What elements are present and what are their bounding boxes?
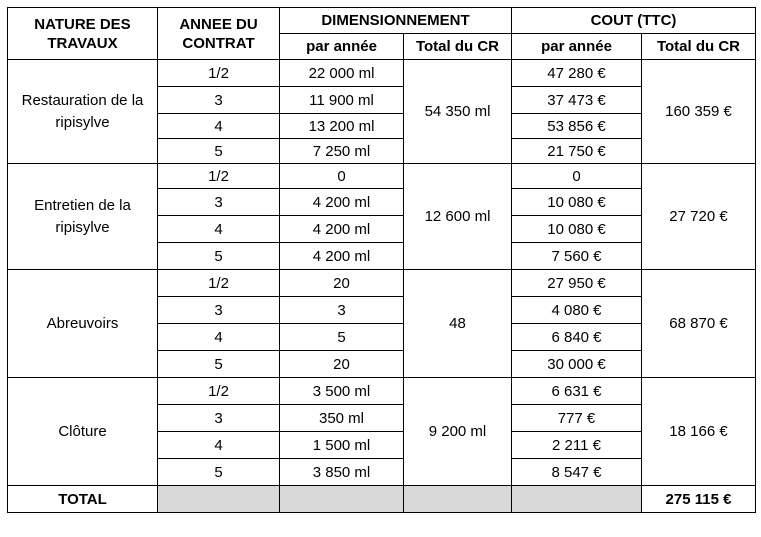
cell-cout: 53 856 € — [512, 114, 642, 139]
cell-cout: 6 840 € — [512, 324, 642, 351]
cell-dim: 5 — [280, 324, 404, 351]
cell-annee: 3 — [158, 87, 280, 114]
cell-dim-total: 54 350 ml — [404, 60, 512, 164]
cell-annee: 4 — [158, 324, 280, 351]
cell-dim: 1 500 ml — [280, 432, 404, 459]
cell-cout-total: 68 870 € — [642, 270, 756, 378]
cell-annee: 3 — [158, 189, 280, 216]
total-row — [8, 486, 756, 513]
cell-cout: 30 000 € — [512, 351, 642, 378]
cell-annee: 1/2 — [158, 164, 280, 189]
cell-annee: 3 — [158, 297, 280, 324]
group-label: Entretien de la ripisylve — [8, 164, 158, 270]
header-cout: COUT (TTC) — [512, 8, 756, 34]
cell-dim: 22 000 ml — [280, 60, 404, 87]
cell-annee: 5 — [158, 459, 280, 486]
cell-annee: 1/2 — [158, 378, 280, 405]
cell-annee: 5 — [158, 351, 280, 378]
total-empty-cell — [404, 486, 512, 513]
cell-cout: 4 080 € — [512, 297, 642, 324]
cell-annee: 3 — [158, 405, 280, 432]
group-label: Restauration de la ripisylve — [8, 60, 158, 164]
cell-dim: 4 200 ml — [280, 243, 404, 270]
cell-annee: 1/2 — [158, 60, 280, 87]
group-label: Abreuvoirs — [8, 270, 158, 378]
cell-dim-total: 9 200 ml — [404, 378, 512, 486]
cell-dim: 13 200 ml — [280, 114, 404, 139]
cell-cout: 37 473 € — [512, 87, 642, 114]
table-row — [8, 60, 756, 87]
cell-annee: 5 — [158, 139, 280, 164]
cell-cout: 2 211 € — [512, 432, 642, 459]
table-row — [8, 164, 756, 189]
cell-dim: 0 — [280, 164, 404, 189]
cell-dim: 20 — [280, 270, 404, 297]
cell-cout: 10 080 € — [512, 216, 642, 243]
cell-dim-total: 12 600 ml — [404, 164, 512, 270]
cell-annee: 4 — [158, 216, 280, 243]
cell-dim: 3 850 ml — [280, 459, 404, 486]
total-empty-cell — [280, 486, 404, 513]
header-annee: ANNEE DU CONTRAT — [158, 8, 280, 60]
cell-cout: 47 280 € — [512, 60, 642, 87]
table-row — [8, 270, 756, 297]
header-cout-total: Total du CR — [642, 34, 756, 60]
cell-cout: 8 547 € — [512, 459, 642, 486]
cell-cout: 0 — [512, 164, 642, 189]
cell-dim: 11 900 ml — [280, 87, 404, 114]
cell-cout-total: 27 720 € — [642, 164, 756, 270]
header-dimensionnement: DIMENSIONNEMENT — [280, 8, 512, 34]
cell-annee: 4 — [158, 114, 280, 139]
total-label: TOTAL — [8, 486, 158, 513]
cell-dim: 350 ml — [280, 405, 404, 432]
cell-dim: 3 — [280, 297, 404, 324]
header-dim-total: Total du CR — [404, 34, 512, 60]
header-nature: NATURE DES TRAVAUX — [8, 8, 158, 60]
works-cost-table — [7, 7, 756, 513]
cell-cout: 777 € — [512, 405, 642, 432]
cell-cout-total: 18 166 € — [642, 378, 756, 486]
cell-cout: 10 080 € — [512, 189, 642, 216]
header-cout-par-annee: par année — [512, 34, 642, 60]
cell-cout: 27 950 € — [512, 270, 642, 297]
cell-annee: 1/2 — [158, 270, 280, 297]
total-value: 275 115 € — [642, 486, 756, 513]
cell-cout: 7 560 € — [512, 243, 642, 270]
cell-annee: 5 — [158, 243, 280, 270]
cell-dim: 7 250 ml — [280, 139, 404, 164]
cell-cout: 6 631 € — [512, 378, 642, 405]
cell-annee: 4 — [158, 432, 280, 459]
cell-dim: 4 200 ml — [280, 189, 404, 216]
cell-dim: 20 — [280, 351, 404, 378]
total-empty-cell — [158, 486, 280, 513]
cell-cout: 21 750 € — [512, 139, 642, 164]
group-label: Clôture — [8, 378, 158, 486]
table-row — [8, 378, 756, 405]
cell-dim-total: 48 — [404, 270, 512, 378]
cell-dim: 3 500 ml — [280, 378, 404, 405]
cell-dim: 4 200 ml — [280, 216, 404, 243]
header-dim-par-annee: par année — [280, 34, 404, 60]
cell-cout-total: 160 359 € — [642, 60, 756, 164]
total-empty-cell — [512, 486, 642, 513]
